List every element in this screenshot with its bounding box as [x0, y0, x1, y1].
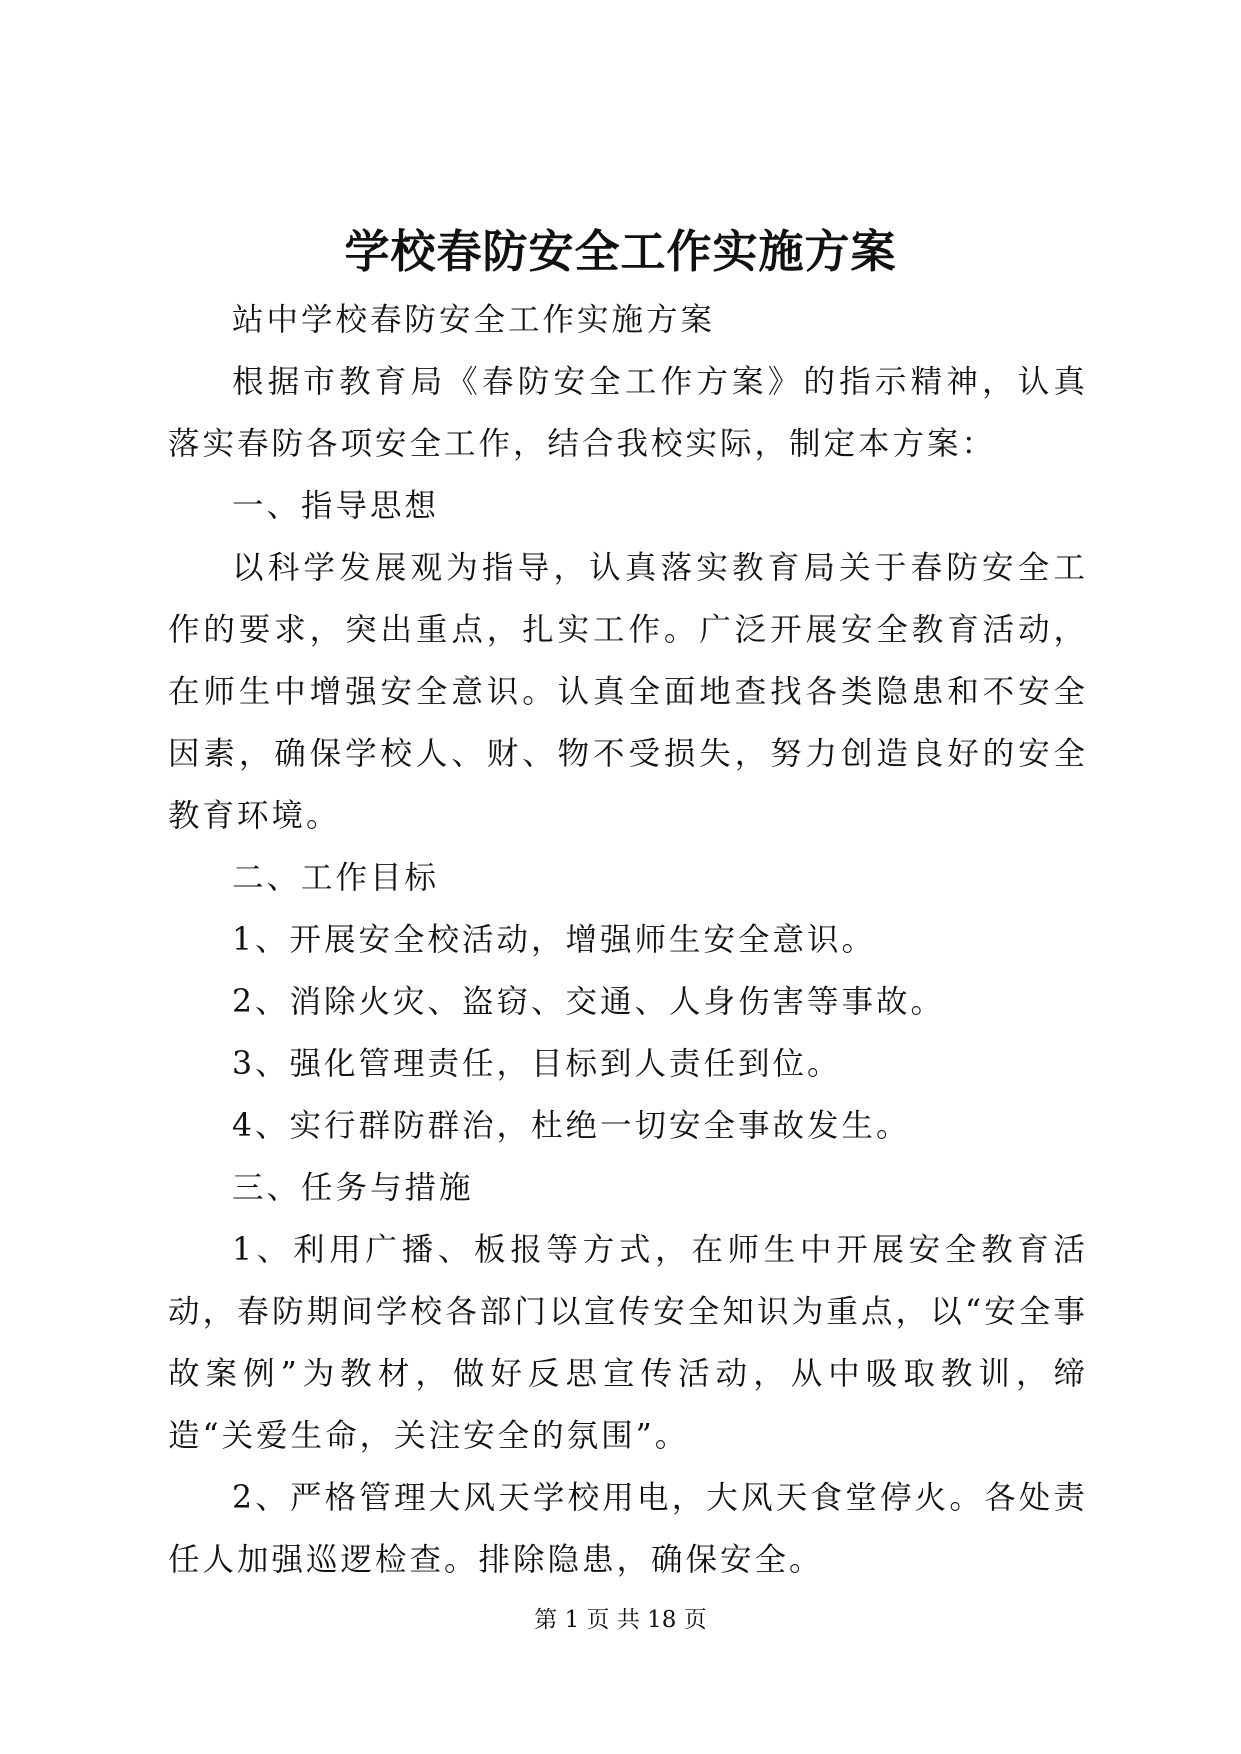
goal-item-1: 1、开展安全校活动，增强师生安全意识。	[232, 922, 877, 958]
section-heading-guiding-ideology: 一、指导思想	[232, 488, 440, 524]
section-heading-tasks-measures: 三、任务与措施	[232, 1170, 474, 1206]
page-footer: 第 1 页 共 18 页	[534, 1607, 707, 1633]
goal-item-3: 3、强化管理责任，目标到人责任到位。	[232, 1046, 842, 1082]
document-body	[168, 289, 1088, 1591]
paragraph-guiding-ideology: 以科学发展观为指导，认真落实教育局关于春防安全工作的要求，突出重点，扎实工作。广泛开展安全教育活动，在师生中增强安全意识。认真全面地查找各类隐患和不安全因素，确保学校人、财、物不受损失，努力创造良好的安全教育环境。	[168, 550, 1088, 834]
goal-item-2: 2、消除火灾、盗窃、交通、人身伤害等事故。	[232, 984, 946, 1020]
paragraph-intro-title: 站中学校春防安全工作实施方案	[232, 302, 716, 338]
paragraph-basis: 根据市教育局《春防安全工作方案》的指示精神，认真落实春防各项安全工作，结合我校实际，制定本方案：	[168, 364, 1088, 462]
measure-item-2: 2、严格管理大风天学校用电，大风天食堂停火。各处责任人加强巡逻检查。排除隐患，确保安全。	[168, 1480, 1088, 1578]
goal-item-4: 4、实行群防群治，杜绝一切安全事故发生。	[232, 1108, 911, 1144]
measure-item-1: 1、利用广播、板报等方式，在师生中开展安全教育活动，春防期间学校各部门以宣传安全知识为重点，以“安全事故案例”为教材，做好反思宣传活动，从中吸取教训，缔造“关爱生命，关注安全的氛围”。	[168, 1232, 1088, 1454]
section-heading-work-goals: 二、工作目标	[232, 860, 440, 896]
document-title: 学校春防安全工作实施方案	[344, 225, 897, 278]
